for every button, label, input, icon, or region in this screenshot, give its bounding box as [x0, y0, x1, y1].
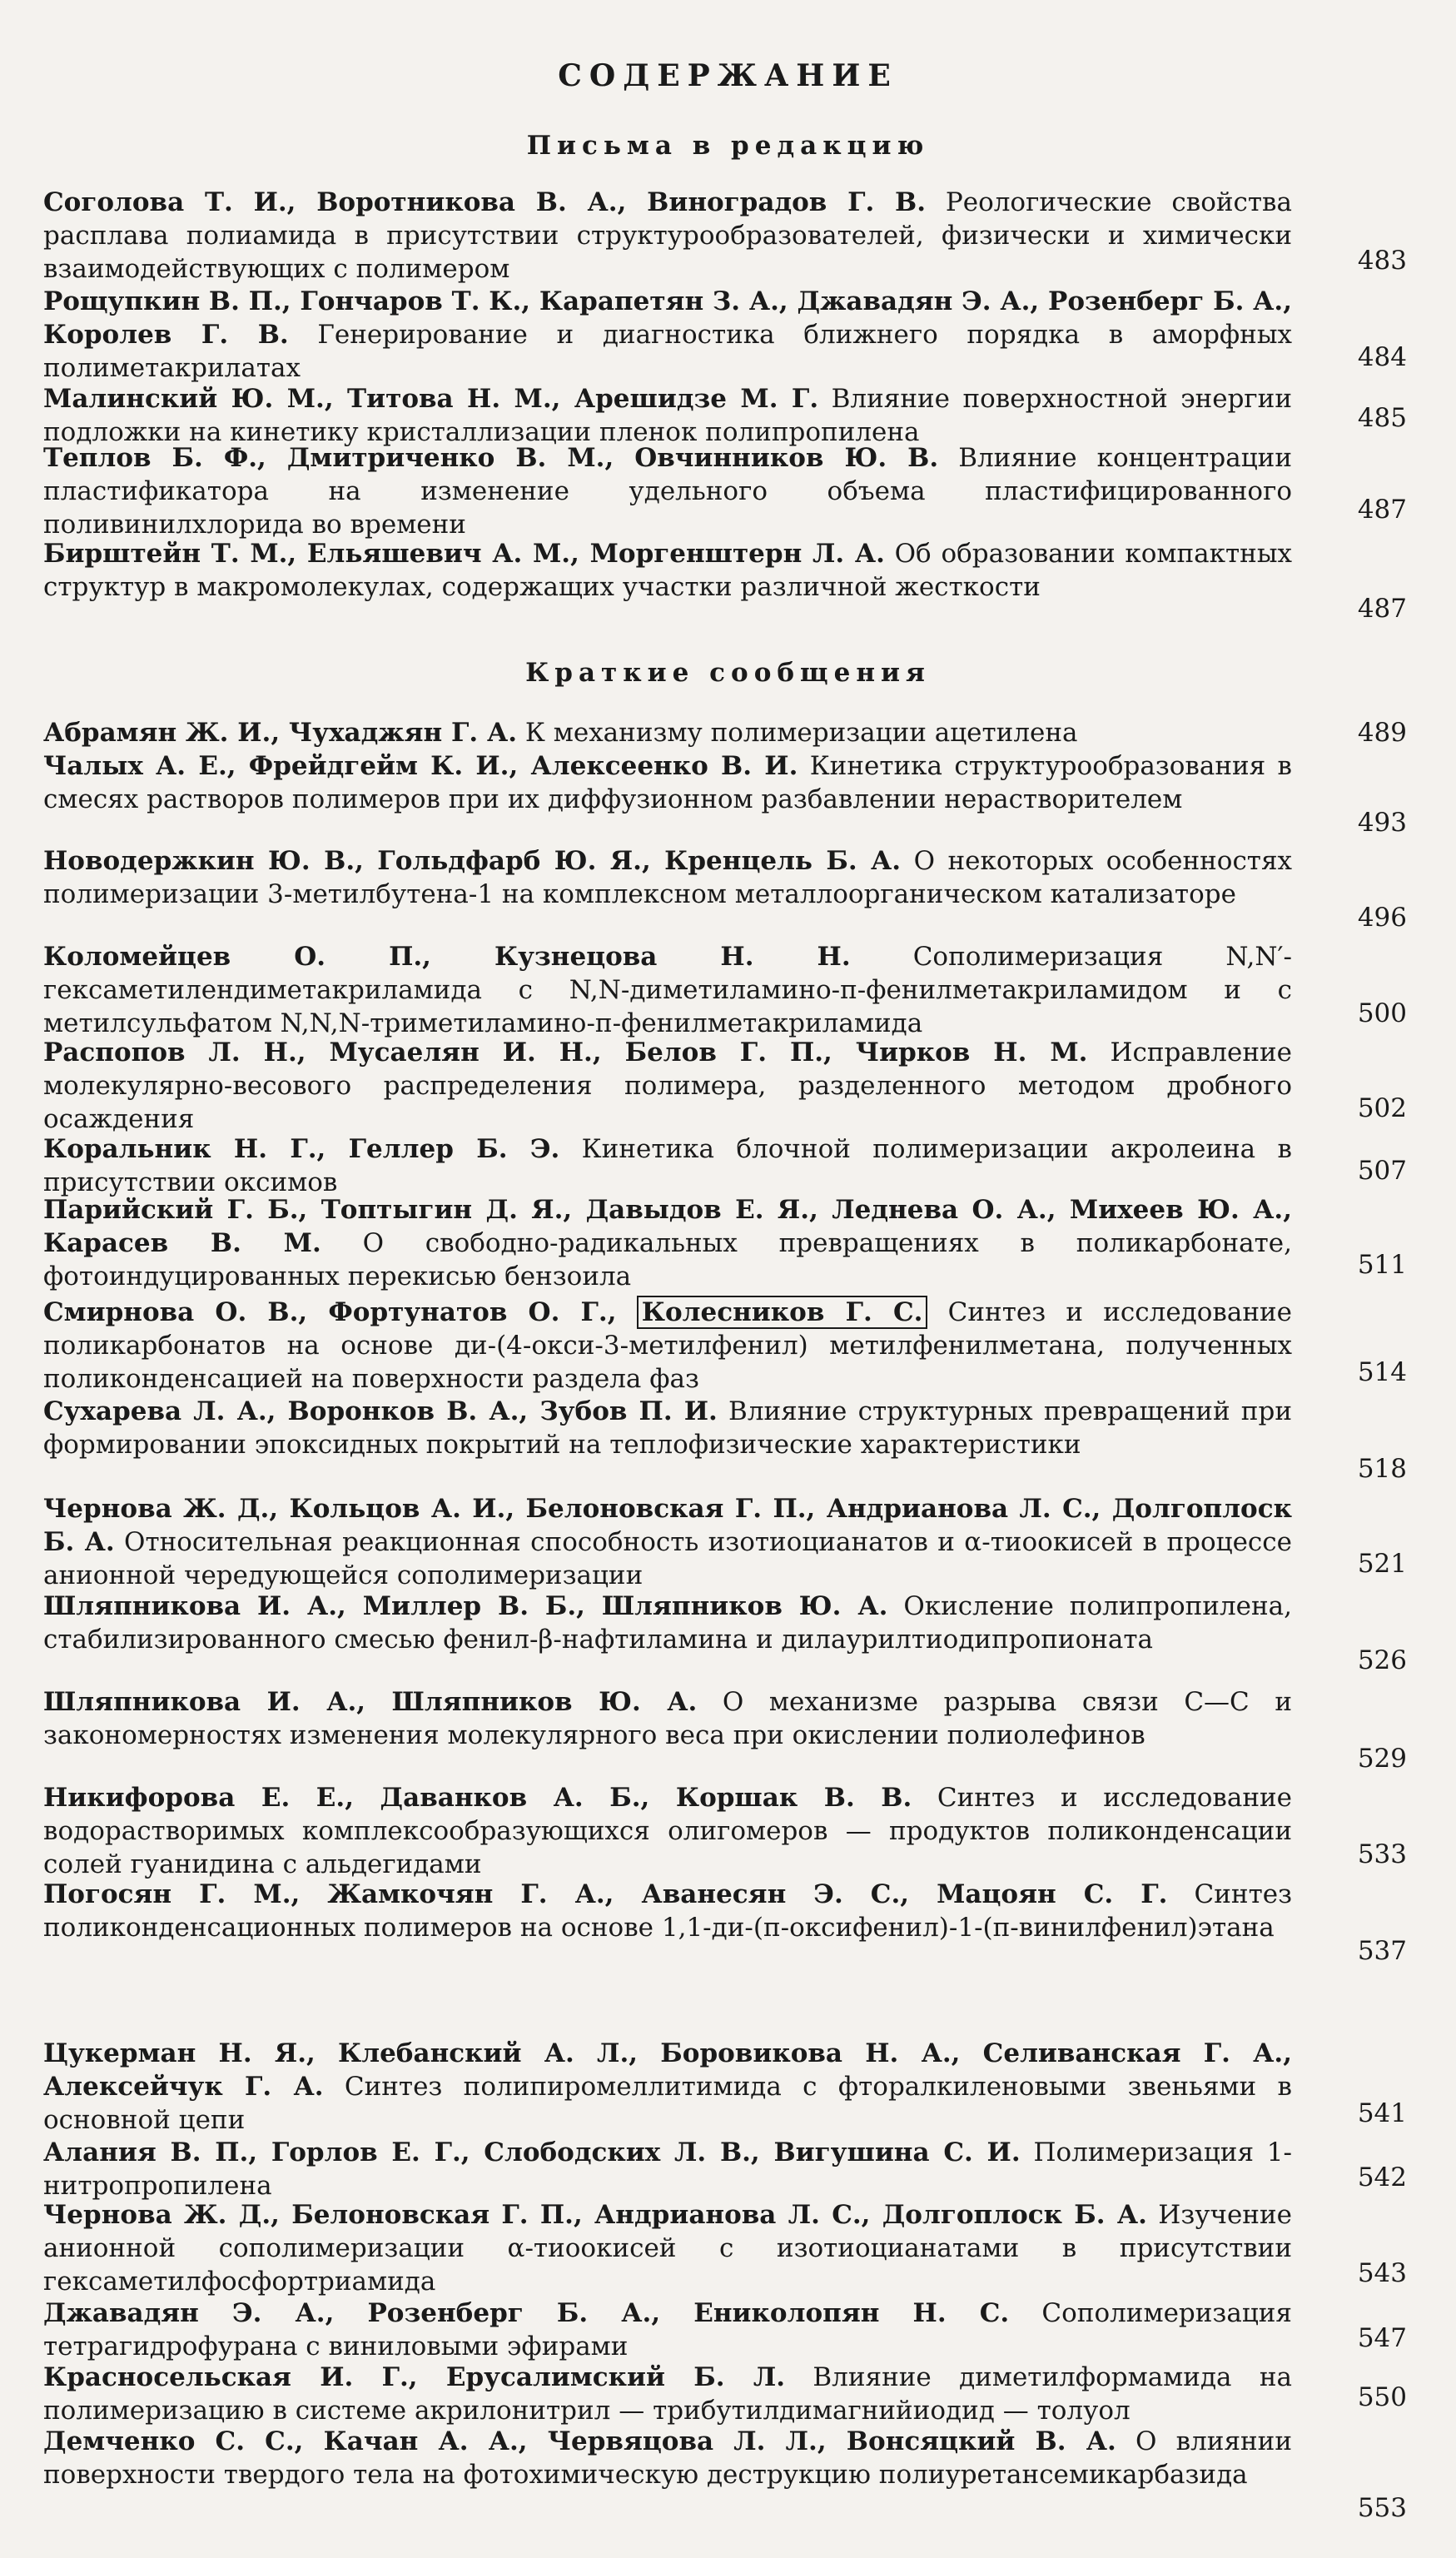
entry-authors: Парийский Г. Б., Топтыгин Д. Я., Давыдов Е. Я., Леднева О. А., Михеев Ю. А., Карасев В. М.: [43, 1195, 1292, 1258]
entry-title: Кинетика структурообразования в смесях растворов полимеров при их диффузионном разбавлении нерастворителем: [43, 751, 1292, 814]
entry-title: К механизму полимеризации ацетилена: [524, 718, 1078, 748]
boxed-author: Колесников Г. С.: [637, 1296, 928, 1329]
entry-authors: Чалых А. Е., Фрейдгейм К. И., Алексеенко В. И.: [43, 751, 798, 781]
entry-title: Синтез и исследование водорастворимых комплексообразующихся олигомеров — продуктов поликонденсации солей гуанидина с альдегидами: [43, 1783, 1293, 1879]
entry-title: Полимеризация 1-нитропропилена: [43, 2137, 1292, 2201]
entry-page-number: 542: [1357, 2162, 1407, 2192]
entry-page-number: 511: [1357, 1250, 1407, 1280]
entry-authors: Коломейцев О. П., Кузнецова Н. Н.: [43, 942, 851, 972]
entry-authors: Теплов Б. Ф., Дмитриченко В. М., Овчинников Ю. В.: [43, 443, 939, 473]
entry-title: О свободно-радикальных превращениях в поликарбонате, фотоиндуцированных перекисью бензоила: [43, 1228, 1293, 1291]
entry-authors: Рощупкин В. П., Гончаров Т. К., Карапетян З. А., Джавадян Э. А., Розенберг Б. А., Королев Г. В.: [43, 286, 1292, 350]
entry-page-number: 521: [1357, 1549, 1407, 1579]
entry-title: Об образовании компактных структур в макромолекулах, содержащих участки различной жесткости: [43, 539, 1292, 602]
entry-page-number: 507: [1357, 1156, 1407, 1186]
entry-page-number: 514: [1357, 1357, 1407, 1387]
entry-title: Изучение анионной сополимеризации α-тиоокисей с изотиоцианатами в присутствии гексаметилфосфортриамида: [43, 2200, 1292, 2297]
entry-authors: Малинский Ю. М., Титова Н. М., Арешидзе М. Г.: [43, 384, 819, 414]
entry-authors: Цукерман Н. Я., Клебанский А. Л., Боровикова Н. А., Селиванская Г. А., Алексейчук Г. А.: [43, 2038, 1292, 2102]
entry-page-number: 493: [1357, 808, 1407, 838]
entry-title: Кинетика блочной полимеризации акролеина в присутствии оксимов: [43, 1134, 1292, 1197]
entry-authors: Новодержкин Ю. В., Гольдфарб Ю. Я., Кренцель Б. А.: [43, 846, 902, 876]
entry-title: Синтез полипиромеллитимида с фторалкиленовыми звеньями в основной цепи: [43, 2072, 1292, 2135]
entry-title: Влияние диметилформамида на полимеризацию в системе акрилонитрил — трибутилдимагнийиодид — толуол: [43, 2362, 1292, 2426]
entry-page-number: 496: [1357, 903, 1407, 933]
entry-page-number: 529: [1357, 1744, 1407, 1774]
entry-page-number: 502: [1357, 1093, 1407, 1123]
entry-authors: Соголова Т. И., Воротникова В. А., Виноградов Г. В.: [43, 187, 927, 217]
entry-page-number: 518: [1357, 1454, 1407, 1484]
entry-authors: Красносельская И. Г., Ерусалимский Б. Л.: [43, 2362, 786, 2392]
entry-authors: Сухарева Л. А., Воронков В. А., Зубов П. И.: [43, 1396, 718, 1426]
entry-authors: Демченко С. С., Качан А. А., Червяцова Л. Л., Вонсяцкий В. А.: [43, 2426, 1116, 2456]
entry-page-number: 489: [1357, 718, 1407, 748]
entry-page-number: 547: [1357, 2323, 1407, 2353]
entry-page-number: 500: [1357, 998, 1407, 1028]
entry-authors: Бирштейн Т. М., Ельяшевич А. М., Моргенштерн Л. А.: [43, 539, 885, 569]
entry-title: О механизме разрыва связи С—С и закономерностях изменения молекулярного веса при окислении полиолефинов: [43, 1687, 1292, 1750]
entry-title: О влиянии поверхности твердого тела на фотохимическую деструкцию полиуретансемикарбазида: [43, 2426, 1292, 2490]
entry-authors: Абрамян Ж. И., Чухаджян Г. А.: [43, 718, 518, 748]
entry-authors: Смирнова О. В., Фортунатов О. Г.,: [43, 1297, 617, 1327]
entry-page-number: 487: [1357, 594, 1407, 624]
entry-title: Сополимеризация N,N′-гексаметилендиметакриламида с N,N-диметиламино-п-фенилметакриламидом и с метилсульфатом N,N,N-триметиламино-п-фенилметакриламида: [43, 942, 1292, 1038]
section-heading-letters: Письма в редакцию: [526, 131, 930, 161]
entry-authors: Никифорова Е. Е., Даванков А. Б., Коршак В. В.: [43, 1783, 912, 1813]
entry-page-number: 553: [1357, 2493, 1407, 2523]
entry-page-number: 537: [1357, 1936, 1407, 1966]
entry-title: Синтез поликонденсационных полимеров на основе 1,1-ди-(п-оксифенил)-1-(п-винилфенил)этана: [43, 1879, 1292, 1943]
page-title: СОДЕРЖАНИЕ: [558, 58, 898, 93]
section-heading-short-reports: Краткие сообщения: [525, 658, 931, 688]
entry-authors: Шляпникова И. А., Шляпников Ю. А.: [43, 1687, 698, 1717]
entry-page-number: 487: [1357, 495, 1407, 525]
entry-title: О некоторых особенностях полимеризации 3-метилбутена-1 на комплексном металлоорганическом катализаторе: [43, 846, 1292, 909]
entry-title: Синтез и исследование поликарбонатов на основе ди-(4-окси-3-метилфенил) метилфенилметана, полученных поликонденсацией на поверхности раздела фаз: [43, 1297, 1293, 1394]
entry-title: Влияние поверхностной энергии подложки на кинетику кристаллизации пленок полипропилена: [43, 384, 1293, 447]
entry-page-number: 533: [1357, 1839, 1407, 1869]
entry-authors: Распопов Л. Н., Мусаелян И. Н., Белов Г. П., Чирков Н. М.: [43, 1038, 1088, 1067]
entry-authors: Шляпникова И. А., Миллер В. Б., Шляпников Ю. А.: [43, 1591, 888, 1621]
entry-page-number: 541: [1357, 2098, 1407, 2128]
entry-authors: Чернова Ж. Д., Белоновская Г. П., Андрианова Л. С., Долгоплоск Б. А.: [43, 2200, 1147, 2230]
entry-title: Генерирование и диагностика ближнего порядка в аморфных полиметакрилатах: [43, 320, 1293, 383]
entry-title: Реологические свойства расплава полиамида в присутствии структурообразователей, физически и химически взаимодействующих с полимером: [43, 187, 1292, 284]
entry-authors: Джавадян Э. А., Розенберг Б. А., Ениколопян Н. С.: [43, 2298, 1010, 2328]
entry-page-number: 483: [1357, 246, 1407, 276]
entry-title: Влияние структурных превращений при формировании эпоксидных покрытий на теплофизические характеристики: [43, 1396, 1292, 1460]
entry-authors: Коральник Н. Г., Геллер Б. Э.: [43, 1134, 560, 1164]
entry-page-number: 550: [1357, 2382, 1407, 2412]
entry-page-number: 526: [1357, 1645, 1407, 1675]
entry-page-number: 485: [1357, 403, 1407, 433]
entry-title: Окисление полипропилена, стабилизированного смесью фенил-β-нафтиламина и дилаурилтиодипропионата: [43, 1591, 1293, 1655]
entry-page-number: 543: [1357, 2258, 1407, 2288]
entry-page-number: 484: [1357, 342, 1407, 372]
entry-authors: Алания В. П., Горлов Е. Г., Слободских Л. В., Вигушина С. И.: [43, 2137, 1021, 2167]
entry-title: Сополимеризация тетрагидрофурана с виниловыми эфирами: [43, 2298, 1292, 2361]
entry-title: Исправление молекулярно-весового распределения полимера, разделенного методом дробного осаждения: [43, 1038, 1292, 1134]
entry-authors: Чернова Ж. Д., Кольцов А. И., Белоновская Г. П., Андрианова Л. С., Долгоплоск Б. А.: [43, 1494, 1292, 1557]
entry-authors: Погосян Г. М., Жамкочян Г. А., Аванесян Э. С., Мацоян С. Г.: [43, 1879, 1168, 1909]
entry-title: Влияние концентрации пластификатора на изменение удельного объема пластифицированного поливинилхлорида во времени: [43, 443, 1293, 540]
entry-title: Относительная реакционная способность изотиоцианатов и α-тиоокисей в процессе анионной чередующейся сополимеризации: [43, 1527, 1292, 1590]
